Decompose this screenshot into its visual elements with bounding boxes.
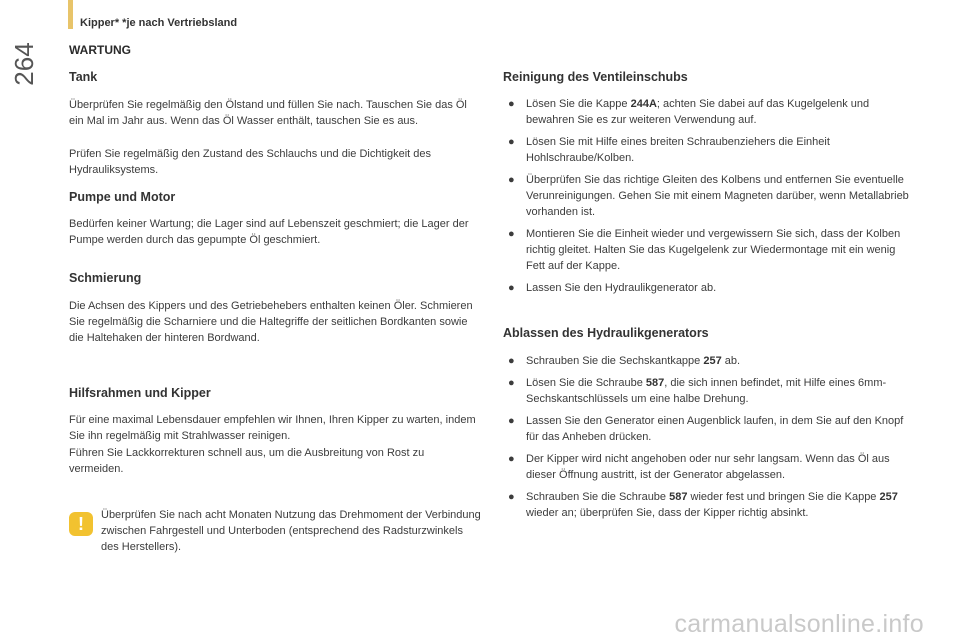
tank-paragraph-1: Überprüfen Sie regelmäßig den Ölstand und füllen Sie nach. Tauschen Sie das Öl ein Mal im Jahr aus. Wenn das Öl Wasser enthält, tauschen Sie es aus. [69, 99, 467, 127]
bullet-icon: ● [508, 491, 515, 503]
list-item: ● Lösen Sie mit Hilfe eines breiten Schraubenziehers die Einheit Hohlschraube/Kolben. [508, 136, 830, 164]
bullet-icon: ● [508, 377, 515, 389]
bullet-icon: ● [508, 453, 515, 465]
list-item: ● Montieren Sie die Einheit wieder und vergewissern Sie sich, dass der Kolben richtig gleitet. Halten Sie das Kugelgelenk zur Wiedermontage mit ein wenig Fett auf der Kappe. [508, 228, 901, 272]
frame-heading: Hilfsrahmen und Kipper [69, 386, 211, 400]
header-title: Kipper* *je nach Vertriebsland [80, 17, 238, 29]
pump-heading: Pumpe und Motor [69, 190, 176, 204]
lube-heading: Schmierung [69, 271, 142, 285]
tank-paragraph-2: Prüfen Sie regelmäßig den Zustand des Schlauchs und die Dichtigkeit des Hydrauliksystems. [69, 148, 431, 176]
bullet-icon: ● [508, 136, 515, 148]
list-item: ● Schrauben Sie die Schraube 587 wieder fest und bringen Sie die Kappe 257 wieder an; überprüfen Sie, dass der Kipper richtig absinkt. [508, 491, 898, 519]
watermark: carmanualsonline.info [674, 610, 924, 638]
page-number: 264 [8, 42, 39, 86]
drain-heading: Ablassen des Hydraulikgenerators [503, 326, 709, 340]
warning-text: Überprüfen Sie nach acht Monaten Nutzung das Drehmoment der Verbindung zwischen Fahrgestell und Unterboden (entsprechend des Radsturzwinkels des Herstellers). [101, 509, 481, 553]
list-item: ● Lösen Sie die Kappe 244A; achten Sie dabei auf das Kugelgelenk und bewahren Sie es zur weiteren Verwendung auf. [508, 98, 870, 126]
tank-heading: Tank [69, 70, 98, 84]
frame-paragraph-2: Führen Sie Lackkorrekturen schnell aus, um die Ausbreitung von Rost zu vermeiden. [69, 447, 425, 475]
header-accent-bar [68, 0, 73, 29]
list-item: ● Schrauben Sie die Sechskantkappe 257 ab. [508, 355, 741, 367]
warning-icon: ! [69, 512, 93, 536]
list-item: ● Lösen Sie die Schraube 587, die sich innen befindet, mit Hilfe eines 6mm-Sechskantschlüssels um eine halbe Drehung. [508, 377, 887, 405]
drain-list [506, 353, 911, 527]
section-title: WARTUNG [69, 43, 131, 57]
valve-list [506, 96, 911, 302]
bullet-icon: ● [508, 174, 515, 186]
list-item: ● Lassen Sie den Generator einen Augenblick laufen, in dem Sie auf den Knopf für das Anheben drücken. [508, 415, 904, 443]
list-item: ● Der Kipper wird nicht angehoben oder nur sehr langsam. Wenn das Öl aus dieser Öffnung austritt, ist der Generator abgelassen. [508, 453, 890, 481]
frame-paragraph-1: Für eine maximal Lebensdauer empfehlen wir Ihnen, Ihren Kipper zu warten, indem Sie ihn regelmäßig mit Strahlwasser reinigen. [69, 414, 476, 442]
bullet-icon: ● [508, 355, 515, 367]
lube-paragraph: Die Achsen des Kippers und des Getriebehebers enthalten keinen Öler. Schmieren Sie regelmäßig die Scharniere und die Haltegriffe der seitlichen Bordkanten sowie die Haltehaken der hinteren Bordwand. [69, 300, 473, 344]
bullet-icon: ● [508, 98, 515, 110]
bullet-icon: ● [508, 228, 515, 240]
bullet-icon: ● [508, 415, 515, 427]
list-item: ● Lassen Sie den Hydraulikgenerator ab. [508, 282, 717, 294]
list-item: ● Überprüfen Sie das richtige Gleiten des Kolbens und entfernen Sie eventuelle Verunreinigungen. Gehen Sie mit einem Magneten darüber, wenn Metallabrieb vorhanden ist. [508, 174, 909, 218]
bullet-icon: ● [508, 282, 515, 294]
valve-heading: Reinigung des Ventileinschubs [503, 70, 688, 84]
pump-paragraph: Bedürfen keiner Wartung; die Lager sind auf Lebenszeit geschmiert; die Lager der Pumpe werden durch das gepumpte Öl geschmiert. [69, 218, 469, 246]
